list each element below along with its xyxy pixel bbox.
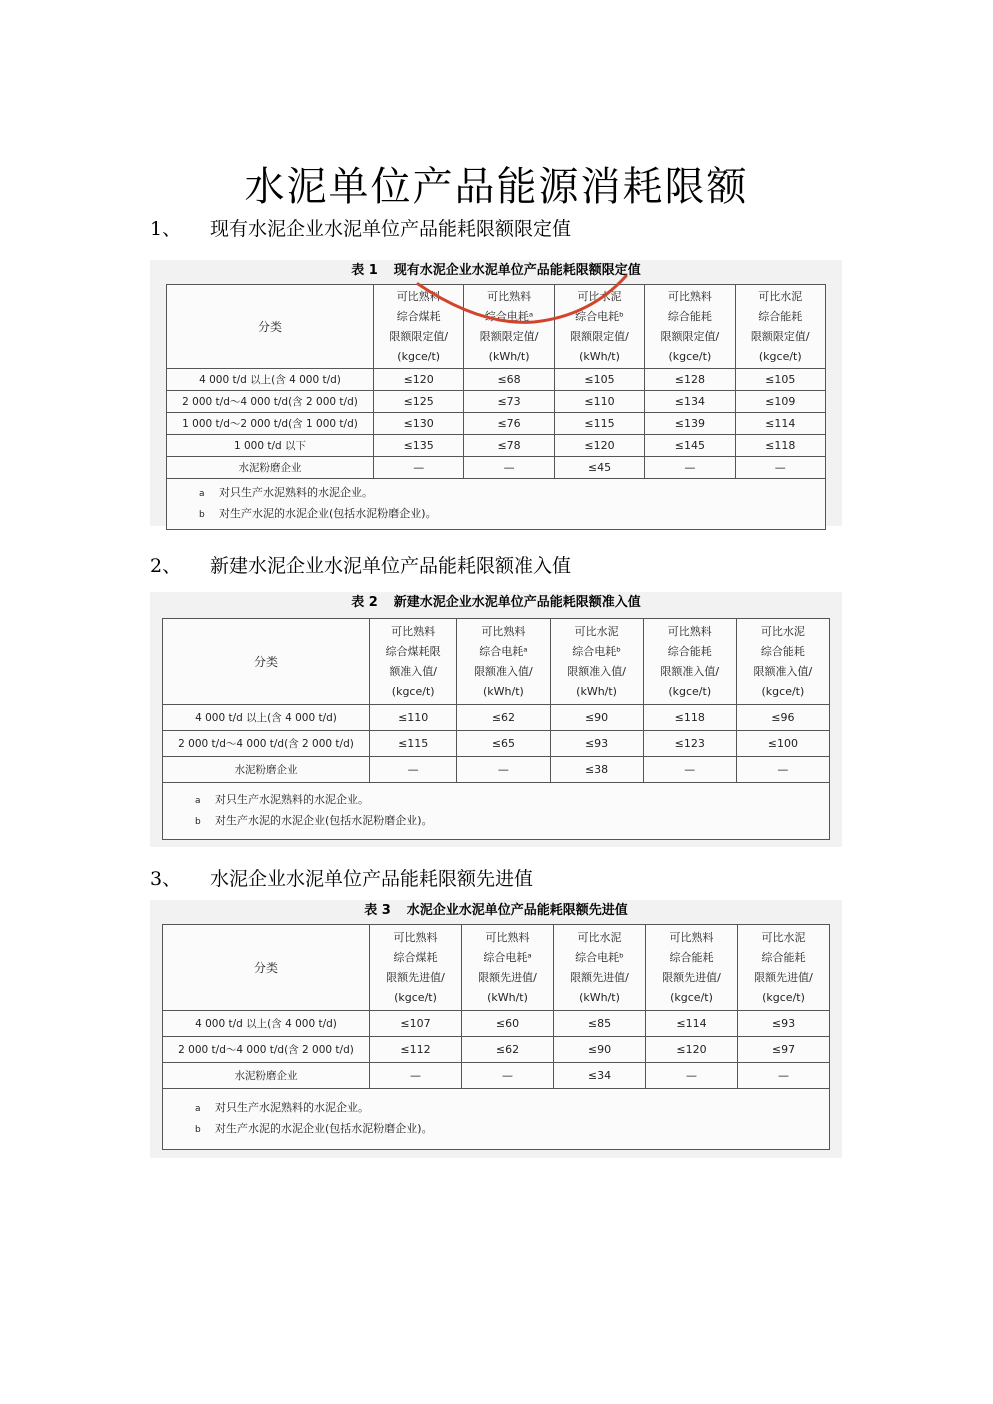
row-label: 1 000 t/d～2 000 t/d(含 1 000 t/d) [167, 413, 374, 435]
column-header-line: (kWh/t) [483, 684, 524, 698]
column-header-line: 可比熟料 [667, 289, 712, 303]
table-cell: — [645, 457, 735, 479]
column-header-line: (kWh/t) [576, 684, 617, 698]
table-cell: ≤120 [554, 435, 644, 457]
table-cell: ≤76 [464, 413, 554, 435]
column-header-line: 限额准入值/ [660, 664, 720, 678]
table-notes-row [163, 1089, 830, 1150]
table-cell: ≤115 [554, 413, 644, 435]
table-cell: ≤60 [462, 1011, 554, 1037]
section-number: 1、 [150, 218, 182, 240]
footnote-mark: b [195, 1125, 201, 1135]
footnote-mark: b [195, 817, 201, 827]
column-header [643, 619, 736, 705]
table-3-image [150, 900, 842, 1158]
footnote-text: 对生产水泥的水泥企业(包括水泥粉磨企业)。 [219, 507, 437, 520]
table-notes [167, 479, 826, 530]
column-header-line: 限额限定值/ [479, 329, 539, 343]
table-cell: ≤62 [457, 705, 550, 731]
table-row [167, 391, 826, 413]
table-cell: ≤112 [370, 1037, 462, 1063]
row-label: 水泥粉磨企业 [163, 757, 370, 783]
footnote [195, 790, 829, 811]
table-label: 表 2 [351, 595, 378, 610]
column-header-line: 可比水泥 [760, 624, 805, 638]
table-header-row [163, 619, 830, 705]
column-header-line: 可比熟料 [485, 930, 530, 944]
table-cell: — [736, 757, 829, 783]
column-header-line: 综合电耗ᵃ [483, 950, 532, 964]
footnote [195, 811, 829, 832]
footnote-text: 对生产水泥的水泥企业(包括水泥粉磨企业)。 [215, 814, 433, 827]
table-header-row [167, 285, 826, 369]
table-cell: ≤105 [735, 369, 825, 391]
column-header-line: 限额限定值/ [750, 329, 810, 343]
table-label: 表 1 [351, 263, 378, 278]
table-cell: ≤110 [370, 705, 457, 731]
column-header-line: 可比水泥 [574, 624, 619, 638]
table-cell: ≤34 [554, 1063, 646, 1089]
table-cell: ≤114 [646, 1011, 738, 1037]
column-header-line: 综合能耗 [667, 644, 712, 658]
column-header-line: (kgce/t) [397, 349, 441, 363]
column-header-line: 可比水泥 [758, 289, 803, 303]
column-header-line: (kgce/t) [668, 684, 712, 698]
column-header-line: 综合电耗ᵇ [575, 309, 624, 323]
table-cell: ≤73 [464, 391, 554, 413]
column-header-line: (kgce/t) [762, 990, 805, 1004]
column-header-line: 可比熟料 [487, 289, 532, 303]
row-label: 1 000 t/d 以下 [167, 435, 374, 457]
column-header [370, 619, 457, 705]
table-cell: ≤123 [643, 731, 736, 757]
section-heading-2 [150, 551, 571, 578]
column-header-line: 限额先进值/ [754, 970, 813, 984]
table-cell: ≤118 [735, 435, 825, 457]
table-cell: ≤97 [738, 1037, 830, 1063]
column-header [370, 925, 462, 1011]
column-header-line: 综合电耗ᵃ [484, 309, 534, 323]
table-cell: — [646, 1063, 738, 1089]
column-header-line: 限额先进值/ [386, 970, 445, 984]
row-label: 4 000 t/d 以上(含 4 000 t/d) [163, 1011, 370, 1037]
column-header-line: 综合能耗 [761, 950, 806, 964]
column-header-line: 可比水泥 [577, 289, 622, 303]
column-header-line: 综合电耗ᵃ [479, 644, 528, 658]
table-cell: ≤38 [550, 757, 643, 783]
footnote-mark: a [199, 489, 205, 499]
table-cell: ≤130 [374, 413, 464, 435]
table-notes-row [163, 783, 830, 840]
table-cell: ≤120 [646, 1037, 738, 1063]
column-header-line: 可比熟料 [396, 289, 441, 303]
table-row [163, 1011, 830, 1037]
column-header-line: 限额准入值/ [753, 664, 813, 678]
row-label: 4 000 t/d 以上(含 4 000 t/d) [167, 369, 374, 391]
table [162, 618, 830, 840]
table-cell: ≤145 [645, 435, 735, 457]
table-cell: ≤114 [735, 413, 825, 435]
column-header-line: 综合煤耗限 [385, 644, 441, 658]
section-number: 2、 [150, 555, 182, 577]
table-cell: ≤100 [736, 731, 829, 757]
table-cell: ≤65 [457, 731, 550, 757]
column-header [464, 285, 554, 369]
footnote-mark: a [195, 796, 201, 806]
row-label: 水泥粉磨企业 [163, 1063, 370, 1089]
column-header-category: 分类 [163, 619, 370, 705]
table-title: 水泥企业水泥单位产品能耗限额先进值 [406, 903, 628, 918]
row-label: 水泥粉磨企业 [167, 457, 374, 479]
section-number: 3、 [150, 868, 182, 890]
table-cell: ≤109 [735, 391, 825, 413]
table-row [163, 705, 830, 731]
column-header-line: 可比熟料 [669, 930, 714, 944]
column-header-line: 可比熟料 [481, 624, 526, 638]
table [166, 284, 826, 530]
table-cell: ≤93 [738, 1011, 830, 1037]
column-header-line: (kgce/t) [394, 990, 437, 1004]
table-cell: ≤45 [554, 457, 644, 479]
column-header [736, 619, 829, 705]
column-header-line: 可比熟料 [391, 624, 436, 638]
table-row [163, 1063, 830, 1089]
column-header-line: (kWh/t) [579, 990, 620, 1004]
footnote [199, 483, 825, 504]
column-header-line: 综合煤耗 [396, 309, 441, 323]
table-row [163, 731, 830, 757]
table-row [167, 457, 826, 479]
section-heading-3 [150, 864, 533, 891]
section-heading-text: 新建水泥企业水泥单位产品能耗限额准入值 [210, 555, 572, 577]
footnote-mark: b [199, 510, 205, 520]
column-header-line: 限额准入值/ [567, 664, 626, 678]
column-header-line: (kgce/t) [758, 349, 802, 363]
footnote [199, 504, 825, 525]
table-cell: ≤134 [645, 391, 735, 413]
table-cell: ≤115 [370, 731, 457, 757]
table-row [167, 413, 826, 435]
table-cell: ≤128 [645, 369, 735, 391]
table [162, 924, 830, 1150]
table-notes-row [167, 479, 826, 530]
table-cell: — [738, 1063, 830, 1089]
footnote [195, 1119, 829, 1140]
section-heading-text: 水泥企业水泥单位产品能耗限额先进值 [210, 868, 534, 890]
footnote-text: 对只生产水泥熟料的水泥企业。 [215, 1101, 369, 1114]
column-header-line: 额准入值/ [389, 664, 438, 678]
table-cell: — [370, 757, 457, 783]
column-header [554, 925, 646, 1011]
footnote [195, 1098, 829, 1119]
table-header-row [163, 925, 830, 1011]
row-label: 2 000 t/d～4 000 t/d(含 2 000 t/d) [163, 1037, 370, 1063]
table-title: 新建水泥企业水泥单位产品能耗限额准入值 [393, 595, 641, 610]
column-header [645, 285, 735, 369]
column-header-line: 限额限定值/ [570, 329, 629, 343]
footnote-text: 对只生产水泥熟料的水泥企业。 [219, 486, 373, 499]
table-row [167, 369, 826, 391]
table-cell: — [457, 757, 550, 783]
column-header-line: 限额先进值/ [662, 970, 721, 984]
table-cell: — [735, 457, 825, 479]
table-cell: — [643, 757, 736, 783]
table-cell: ≤105 [554, 369, 644, 391]
footnote-text: 对只生产水泥熟料的水泥企业。 [215, 793, 369, 806]
table-notes [163, 783, 830, 840]
column-header-line: 限额限定值/ [660, 329, 720, 343]
table-cell: ≤120 [374, 369, 464, 391]
table-cell: ≤85 [554, 1011, 646, 1037]
table-cell: ≤139 [645, 413, 735, 435]
table-cell: ≤62 [462, 1037, 554, 1063]
column-header [738, 925, 830, 1011]
table-caption [150, 260, 842, 282]
page-title: 水泥单位产品能源消耗限额 [244, 163, 749, 210]
column-header-line: (kgce/t) [670, 990, 713, 1004]
column-header [646, 925, 738, 1011]
column-header-line: 限额准入值/ [474, 664, 533, 678]
column-header-category: 分类 [163, 925, 370, 1011]
table-cell: ≤110 [554, 391, 644, 413]
column-header [735, 285, 825, 369]
column-header-line: 限额先进值/ [478, 970, 537, 984]
column-header-line: 可比水泥 [577, 930, 622, 944]
table-row [163, 757, 830, 783]
column-header-line: 综合能耗 [667, 309, 712, 323]
table-cell: ≤90 [554, 1037, 646, 1063]
column-header-line: 综合电耗ᵇ [572, 644, 621, 658]
section-heading-text: 现有水泥企业水泥单位产品能耗限额限定值 [210, 218, 572, 240]
column-header-line: 综合煤耗 [393, 950, 438, 964]
column-header-line: (kgce/t) [391, 684, 435, 698]
section-heading-1 [150, 214, 571, 241]
footnote-text: 对生产水泥的水泥企业(包括水泥粉磨企业)。 [215, 1122, 433, 1135]
table-cell: ≤93 [550, 731, 643, 757]
table-cell: ≤78 [464, 435, 554, 457]
table-title: 现有水泥企业水泥单位产品能耗限额限定值 [393, 263, 641, 278]
column-header-line: 综合能耗 [760, 644, 805, 658]
table-caption [150, 592, 842, 614]
table-cell: — [462, 1063, 554, 1089]
row-label: 4 000 t/d 以上(含 4 000 t/d) [163, 705, 370, 731]
table-cell: — [370, 1063, 462, 1089]
row-label: 2 000 t/d～4 000 t/d(含 2 000 t/d) [163, 731, 370, 757]
column-header-line: 限额限定值/ [389, 329, 449, 343]
column-header-line: (kgce/t) [668, 349, 712, 363]
table-cell: — [464, 457, 554, 479]
column-header-line: 可比熟料 [667, 624, 712, 638]
table-notes [163, 1089, 830, 1150]
table-cell: ≤125 [374, 391, 464, 413]
column-header-line: (kWh/t) [579, 349, 620, 363]
table-row [167, 435, 826, 457]
column-header-line: 综合能耗 [669, 950, 714, 964]
row-label: 2 000 t/d～4 000 t/d(含 2 000 t/d) [167, 391, 374, 413]
table-cell: ≤90 [550, 705, 643, 731]
column-header-line: 限额先进值/ [570, 970, 629, 984]
table-cell: — [374, 457, 464, 479]
column-header [554, 285, 644, 369]
column-header-line: 综合能耗 [758, 309, 803, 323]
footnote-mark: a [195, 1104, 201, 1114]
column-header-line: 综合电耗ᵇ [575, 950, 624, 964]
table-cell: ≤118 [643, 705, 736, 731]
column-header-line: (kWh/t) [487, 990, 528, 1004]
column-header-category: 分类 [167, 285, 374, 369]
table-1-image [150, 260, 842, 526]
table-cell: ≤107 [370, 1011, 462, 1037]
table-row [163, 1037, 830, 1063]
table-cell: ≤135 [374, 435, 464, 457]
column-header-line: 可比水泥 [761, 930, 806, 944]
column-header-line: (kWh/t) [488, 349, 530, 363]
table-cell: ≤68 [464, 369, 554, 391]
column-header [457, 619, 550, 705]
column-header-line: (kgce/t) [761, 684, 805, 698]
column-header [374, 285, 464, 369]
column-header [550, 619, 643, 705]
table-label: 表 3 [364, 903, 391, 918]
table-caption [150, 900, 842, 922]
column-header [462, 925, 554, 1011]
column-header-line: 可比熟料 [393, 930, 438, 944]
table-cell: ≤96 [736, 705, 829, 731]
table-2-image [150, 592, 842, 847]
